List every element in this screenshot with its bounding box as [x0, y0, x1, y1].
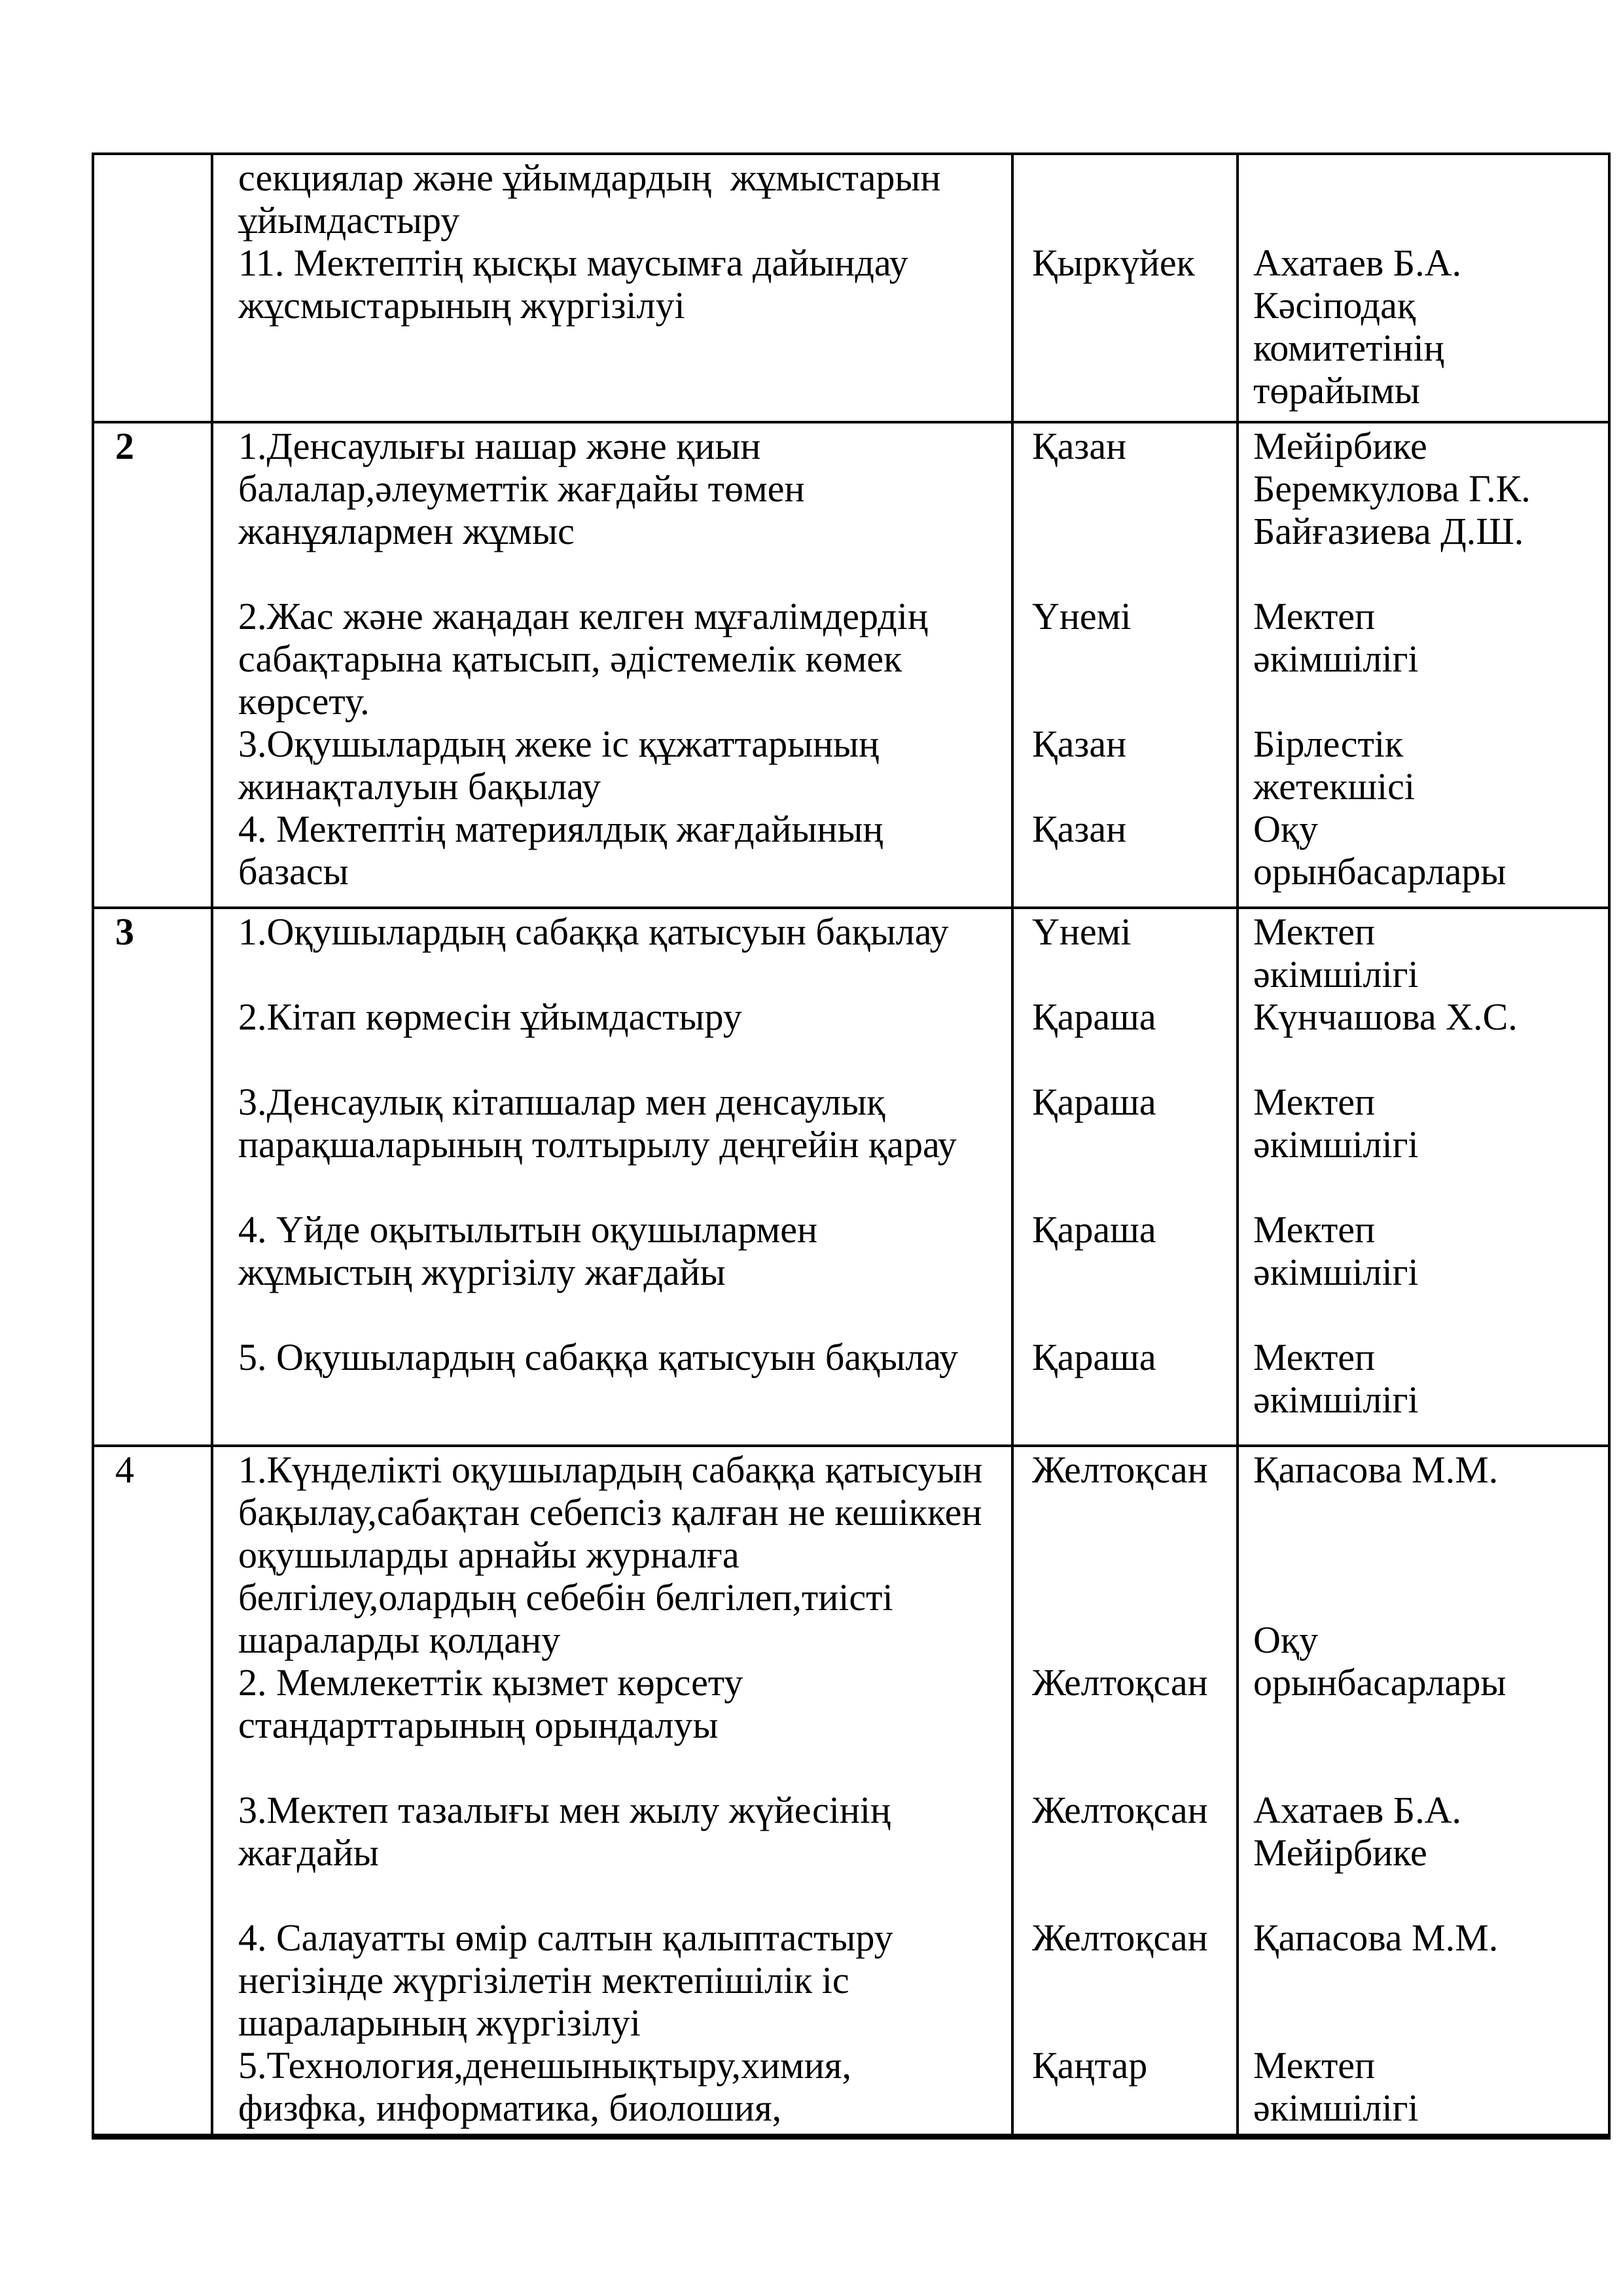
text-line: 1.Күнделікті оқушылардың сабаққа қатысуын [238, 1448, 983, 1491]
text-line: стандарттарының орындалуы [238, 1704, 719, 1746]
text-line [213, 1746, 1011, 1789]
text-line [1014, 1959, 1236, 2001]
text-line: Мейірбике [1253, 425, 1427, 467]
text-line [1014, 765, 1236, 808]
text-line: 5.Технология,денешынықтыру,химия, [238, 2044, 851, 2087]
text-line: Мейірбике [1253, 1831, 1427, 1874]
text-line: парақшаларының толтырылу деңгейін қарау [238, 1123, 957, 1166]
text-line [1014, 1874, 1236, 1916]
text-line: Қаңтар [1032, 2044, 1148, 2087]
text-line [1239, 552, 1608, 595]
text-line: сабақтарына қатысып, әдістемелік көмек [238, 637, 902, 680]
text-line [1014, 156, 1236, 199]
text-line [1014, 2001, 1236, 2044]
text-line [1239, 1704, 1608, 1746]
text-line [1014, 467, 1236, 510]
row-number-cell [93, 1446, 212, 2136]
text-line [1239, 1746, 1608, 1789]
text-line [1239, 199, 1608, 242]
text-line: бақылау,сабақтан себепсіз қалған не кешіккен [238, 1491, 982, 1534]
text-line [1014, 1378, 1236, 1421]
responsible-cell [1238, 422, 1609, 908]
text-line [1239, 1293, 1608, 1336]
text-line: жинақталуын бақылау [238, 765, 601, 808]
text-line: 1.Оқушылардың сабаққа қатысуын бақылау [238, 910, 949, 953]
text-line: Мектеп [1253, 910, 1376, 953]
text-line: Қазан [1032, 723, 1127, 765]
text-line: шараларының жүргізілуі [238, 2001, 641, 2044]
text-line: Қапасова М.М. [1253, 1448, 1499, 1491]
text-line: әкімшілігі [1253, 637, 1419, 680]
text-line: Мектеп [1253, 2044, 1376, 2087]
row-number: 2 [115, 425, 134, 467]
text-line: Ахатаев Б.А. [1253, 242, 1461, 284]
text-line [1014, 1704, 1236, 1746]
text-line: жұсмыстарының жүргізілуі [238, 284, 685, 327]
text-line: ұйымдастыру [238, 199, 460, 242]
text-line: 4. Салауатты өмір салтын қалыптастыру [238, 1916, 893, 1959]
text-line [1239, 1576, 1608, 1619]
text-line: Қараша [1032, 1336, 1156, 1378]
text-line: Оқу [1253, 1619, 1319, 1661]
text-line: әкімшілігі [1253, 1123, 1419, 1166]
month-cell [1012, 422, 1238, 908]
text-line: 2.Жас және жаңадан келген мұғалімдердің [238, 595, 928, 637]
month-cell [1012, 1446, 1238, 2136]
text-line [1239, 1166, 1608, 1208]
text-line: Қараша [1032, 996, 1156, 1038]
text-line: Мектеп [1253, 1081, 1376, 1123]
text-line: негізінде жүргізілетін мектепішілік іс [238, 1959, 849, 2001]
row-number-cell [93, 154, 212, 422]
text-line: Оқу [1253, 808, 1319, 850]
text-line: Қыркүйек [1032, 242, 1195, 284]
text-line [1014, 637, 1236, 680]
text-line [213, 1293, 1011, 1336]
text-line: оқушыларды арнайы журналға [238, 1534, 740, 1576]
work-plan-table [92, 152, 1611, 2140]
text-line [1239, 1534, 1608, 1576]
text-line: 2.Кітап көрмесін ұйымдастыру [238, 996, 742, 1038]
text-line [1239, 680, 1608, 723]
text-line [1239, 1959, 1608, 2001]
text-line [213, 552, 1011, 595]
text-line [213, 1874, 1011, 1916]
text-line: комитетінің [1253, 327, 1444, 369]
row-number-cell [93, 422, 212, 908]
text-line [1014, 1251, 1236, 1293]
row-number-cell [93, 908, 212, 1446]
text-line: әкімшілігі [1253, 2087, 1419, 2129]
text-line: балалар,әлеуметтік жағдайы төмен [238, 467, 805, 510]
text-line: жетекшісі [1253, 765, 1415, 808]
text-line [1014, 1123, 1236, 1166]
text-line: Мектеп [1253, 595, 1376, 637]
text-line [1239, 1038, 1608, 1081]
text-line: 5. Оқушылардың сабаққа қатысуын бақылау [238, 1336, 959, 1378]
text-line [1014, 1534, 1236, 1576]
text-line: Мектеп [1253, 1208, 1376, 1251]
text-line [1014, 1746, 1236, 1789]
text-line [1014, 1491, 1236, 1534]
text-line: жанұялармен жұмыс [238, 510, 575, 552]
text-line [1014, 552, 1236, 595]
text-line [1239, 1491, 1608, 1534]
text-line: Бірлестік [1253, 723, 1404, 765]
text-line [1014, 1831, 1236, 1874]
text-line [1014, 1619, 1236, 1661]
row-number: 4 [115, 1448, 134, 1491]
text-line: шараларды қолдану [238, 1619, 561, 1661]
text-line: 3.Оқушылардың жеке іс құжаттарының [238, 723, 880, 765]
table-row [93, 908, 1609, 1446]
text-line [1014, 680, 1236, 723]
text-line: Желтоқсан [1032, 1661, 1208, 1704]
text-line [1014, 1576, 1236, 1619]
text-line: 4. Үйде оқытылытын оқушылармен [238, 1208, 818, 1251]
text-line: 4. Мектептің материялдық жағдайының [238, 808, 883, 850]
text-line [213, 953, 1011, 996]
text-line [1014, 1293, 1236, 1336]
table-row [93, 1446, 1609, 2136]
text-line [1014, 1038, 1236, 1081]
text-line: Кәсіподақ [1253, 284, 1416, 327]
text-line: Желтоқсан [1032, 1789, 1208, 1831]
text-line: 1.Денсаулығы нашар және қиын [238, 425, 761, 467]
text-line: Үнемі [1032, 595, 1132, 637]
text-line: Қазан [1032, 425, 1127, 467]
text-line: Күнчашова Х.С. [1253, 996, 1518, 1038]
text-line: Қазан [1032, 808, 1127, 850]
text-line: Байғазиева Д.Ш. [1253, 510, 1524, 552]
text-line: Беремкулова Г.К. [1253, 467, 1531, 510]
text-line: Мектеп [1253, 1336, 1376, 1378]
text-line [213, 1166, 1011, 1208]
text-line: Үнемі [1032, 910, 1132, 953]
text-line [213, 1038, 1011, 1081]
table-row [93, 422, 1609, 908]
text-line: белгілеу,олардың себебін белгілеп,тиісті [238, 1576, 893, 1619]
text-line: орынбасарлары [1253, 1661, 1507, 1704]
text-line: Ахатаев Б.А. [1253, 1789, 1461, 1831]
text-line [1014, 850, 1236, 893]
text-line: базасы [238, 850, 349, 893]
text-line: 3.Денсаулық кітапшалар мен денсаулық [238, 1081, 885, 1123]
text-line [1239, 1874, 1608, 1916]
month-cell [1012, 908, 1238, 1446]
text-line: әкімшілігі [1253, 953, 1419, 996]
text-line: төрайымы [1253, 369, 1420, 412]
text-line: жұмыстың жүргізілу жағдайы [238, 1251, 726, 1293]
responsible-cell [1238, 154, 1609, 422]
tasks-cell [212, 908, 1012, 1446]
text-line: Желтоқсан [1032, 1448, 1208, 1491]
text-line [1014, 953, 1236, 996]
text-line [1239, 2001, 1608, 2044]
tasks-cell [212, 1446, 1012, 2136]
text-line: физфка, информатика, биолошия, [238, 2087, 782, 2129]
table-row [93, 154, 1609, 422]
text-line [1014, 510, 1236, 552]
text-line: әкімшілігі [1253, 1378, 1419, 1421]
responsible-cell [1238, 1446, 1609, 2136]
text-line [1239, 156, 1608, 199]
text-line: әкімшілігі [1253, 1251, 1419, 1293]
row-number: 3 [115, 910, 134, 953]
text-line: 3.Мектеп тазалығы мен жылу жүйесінің [238, 1789, 891, 1831]
text-line: жағдайы [238, 1831, 379, 1874]
month-cell [1012, 154, 1238, 422]
text-line: Қапасова М.М. [1253, 1916, 1499, 1959]
text-line: Қараша [1032, 1208, 1156, 1251]
tasks-cell [212, 154, 1012, 422]
text-line: көрсету. [238, 680, 370, 723]
tasks-cell [212, 422, 1012, 908]
text-line: Қараша [1032, 1081, 1156, 1123]
text-line: Желтоқсан [1032, 1916, 1208, 1959]
text-line: 11. Мектептің қысқы маусымға дайындау [238, 242, 908, 284]
responsible-cell [1238, 908, 1609, 1446]
text-line: орынбасарлары [1253, 850, 1507, 893]
text-line [213, 1378, 1011, 1421]
text-line: 2. Мемлекеттік қызмет көрсету [238, 1661, 743, 1704]
text-line [1014, 2087, 1236, 2129]
text-line: секциялар және ұйымдардың жұмыстарын [238, 156, 941, 199]
text-line [1014, 199, 1236, 242]
row-number [94, 156, 211, 199]
text-line [1014, 1166, 1236, 1208]
